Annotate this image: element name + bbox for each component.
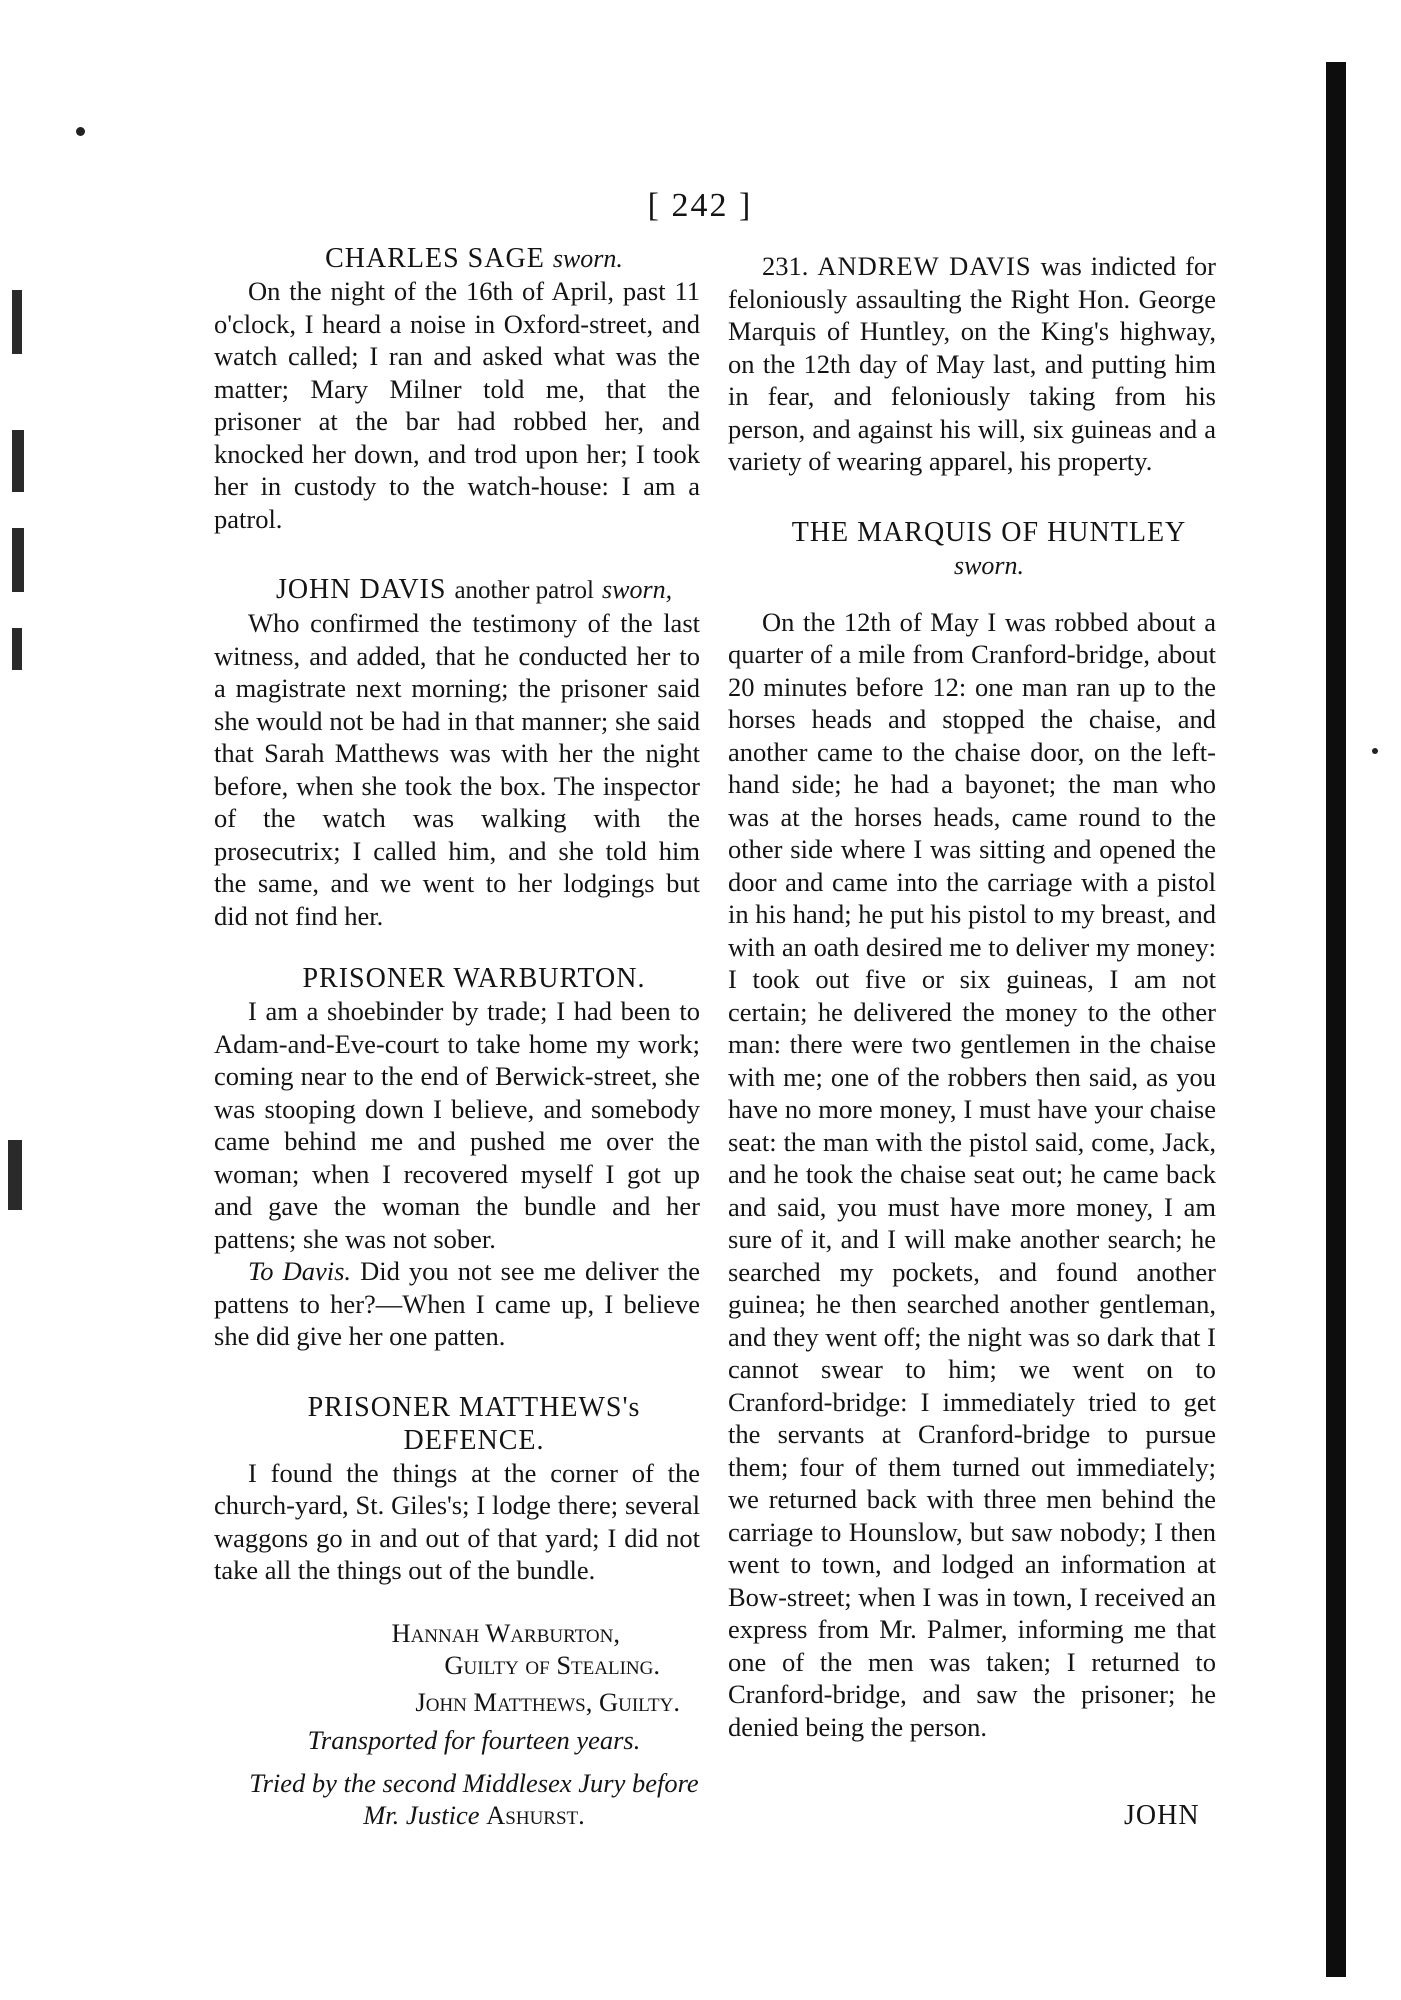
- cross-examination: [214, 1255, 700, 1353]
- margin-mark: [12, 290, 22, 354]
- witness-heading: THE MARQUIS OF HUNTLEY: [791, 516, 1187, 548]
- sworn-label: sworn.: [953, 550, 1025, 580]
- verdict-line: Guilty of Stealing.: [444, 1650, 660, 1680]
- testimony-paragraph: On the 12th of May I was robbed about a quarter of a mile from Cranford-bridge, about 20 minutes before 12: one man ran up to the horses heads and stopped the chaise, and another came to the chaise door, on the left-hand side; he had a bayonet; the man who was at the horses heads, came round to the other side where I was sitting and opened the door and came into the carriage with a pistol in his hand; he put his pistol to my breast, and with an oath desired me to deliver my money: I took out five or six guineas, I am not certain; he delivered the money to the other man: there were two gentlemen in the chaise with me; one of the robbers then said, as you have no more money, I must have your chaise seat: the man with the pistol said, come, Jack, and he took the chaise seat out; he came back and said, you must have more money, I am sure of it, and I will make another search; he searched my pockets, and found another guinea; he then searched another gentleman, and they went off; the night was so dark that I cannot swear to him; we went on to Cranford-bridge: I immediately tried to get the servants at Cranford-bridge to pursue them; four of them turned out immediately; we returned back with three men behind the carriage to Hounslow, but saw nobody; I then went to town, and lodged an information at Bow-street; when I was in town, I received an express from Mr. Palmer, informing me that one of the men was taken; I returned to Cranford-bridge, and saw the prisoner; he denied being the person.: [728, 606, 1216, 1742]
- ink-speck: [76, 127, 85, 136]
- defence-heading: PRISONER WARBURTON.: [302, 963, 646, 994]
- question-answer: Did you not see me deliver the pattens to her?—When I came up, I believe she did give her one patten.: [214, 1256, 700, 1351]
- margin-mark: [8, 1140, 22, 1210]
- defendant-name: ANDREW DAVIS: [817, 251, 1032, 281]
- left-column: [214, 242, 700, 1832]
- defence-heading: PRISONER MATTHEWS's: [307, 1391, 641, 1423]
- right-column: [728, 250, 1216, 1743]
- indictment-text: was indicted for feloniously assaulting the Right Hon. George Marquis of Huntley, on the King's highway, on the 12th day of May last, and putting him in fear, and feloniously taking from his person, and against his will, six guineas and a variety of wearing apparel, his property.: [728, 251, 1216, 476]
- margin-mark: [12, 628, 22, 670]
- tried-note: Tried by the second Middlesex Jury before: [249, 1767, 699, 1798]
- verdict-line: Hannah Warburton,: [391, 1617, 620, 1648]
- sworn-label: sworn.: [552, 244, 623, 273]
- sworn-label: sworn,: [601, 575, 673, 604]
- page-edge-shadow: [1326, 62, 1346, 1977]
- witness-heading: [214, 242, 700, 275]
- tried-note-line2: [214, 1799, 700, 1832]
- margin-mark: [12, 430, 24, 492]
- catchword: JOHN: [1124, 1800, 1200, 1831]
- testimony-paragraph: On the night of the 16th of April, past 11 o'clock, I heard a noise in Oxford-street, and watch called; I ran and asked what was the matter; Mary Milner told me, that the prisoner at the bar had robbed her, and knocked her down, and trod upon her; I took her in custody to the watch-house: I am a patrol.: [214, 276, 700, 534]
- witness-name: CHARLES SAGE: [325, 243, 545, 274]
- margin-mark: [12, 528, 24, 592]
- ink-speck: [1372, 748, 1378, 754]
- case-number: 231.: [762, 251, 809, 281]
- defence-heading-line2: DEFENCE.: [403, 1424, 545, 1456]
- addressee: To Davis.: [248, 1256, 352, 1286]
- page-number: [ 242 ]: [647, 187, 753, 224]
- sentence: Transported for fourteen years.: [307, 1725, 641, 1755]
- defence-paragraph: I found the things at the corner of the church-yard, St. Giles's; I lodge there; several waggons go in and out of that yard; I did not take all the things out of the bundle.: [214, 1457, 700, 1585]
- witness-name: JOHN DAVIS: [275, 574, 447, 605]
- judge-name: Ashurst.: [486, 1800, 585, 1830]
- testimony-paragraph: Who confirmed the testimony of the last witness, and added, that he conducted her to a magistrate next morning; the prisoner said she would not be had in that manner; she said that Sarah Matthews was with her the night before, when she took the box. The inspector of the watch was walking with the prosecutrix; I called him, and she told him the same, and we went to her lodgings but did not find her.: [214, 608, 700, 931]
- defence-paragraph: I am a shoebinder by trade; I had been to Adam-and-Eve-court to take home my work; coming near to the end of Berwick-street, she was stooping down I believe, and somebody came behind me and pushed me over the woman; when I recovered myself I got up and gave the woman the bundle and her pattens; she was not sober.: [214, 996, 700, 1254]
- verdict-line: John Matthews, Guilty.: [415, 1686, 680, 1717]
- witness-role: another patrol: [454, 577, 594, 604]
- judge-title: Mr. Justice: [363, 1800, 480, 1830]
- sworn-line: [728, 549, 1216, 582]
- case-indictment: [728, 250, 1216, 478]
- witness-heading: [214, 573, 700, 607]
